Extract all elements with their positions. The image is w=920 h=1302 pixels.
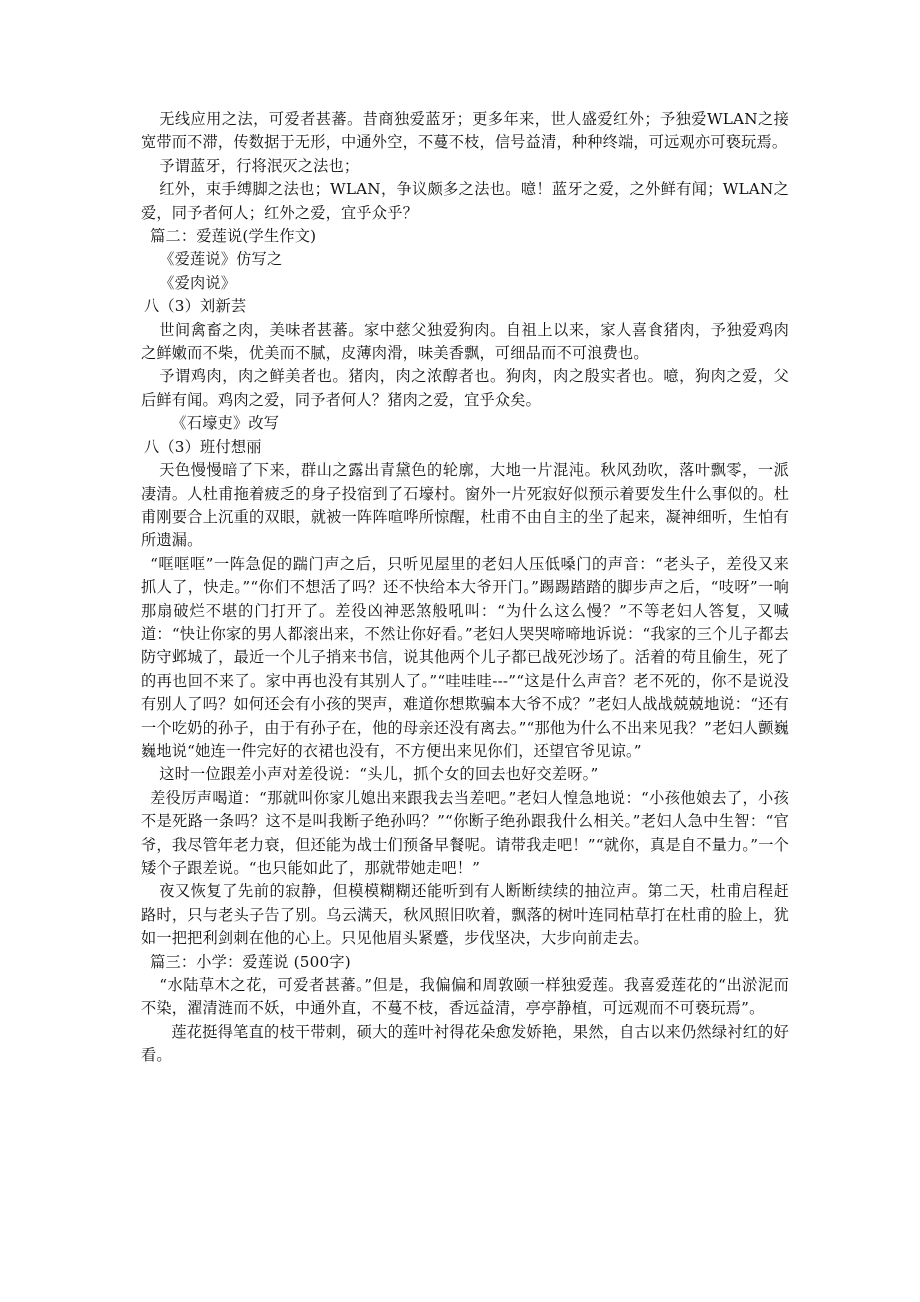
document-body <box>141 108 789 1068</box>
paragraph: “水陆草木之花，可爱者甚蕃。”但是，我偏偏和周敦颐一样独爱莲。我喜爱莲花的“出淤泥而不染，濯清涟而不妖，中通外直，不蔓不枝，香远益清，亭亭静植，可远观而不可亵玩焉”。 <box>141 976 789 1018</box>
paragraph: 世间禽畜之肉，美味者甚蕃。家中慈父独爱狗肉。自祖上以来，家人喜食猪肉，予独爱鸡肉之鲜嫩而不柴，优美而不腻，皮薄肉滑，味美香飘，可细品而不可浪费也。 <box>141 320 789 363</box>
section-heading: 篇三：小学：爱莲说 (500字) <box>150 952 351 971</box>
paragraph: 予谓鸡肉，肉之鲜美者也。猪肉，肉之浓醇者也。狗肉，肉之殷实者也。噫，狗肉之爱，父后鲜有闻。鸡肉之爱，同予者何人？猪肉之爱，宜乎众矣。 <box>141 367 789 409</box>
paragraph: 这时一位跟差小声对差役说：“头儿，抓个女的回去也好交差呀。” <box>159 765 599 784</box>
paragraph: 红外，束手缚脚之法也；WLAN，争议颇多之法也。噫！蓝牙之爱，之外鲜有闻；WLAN之爱，同予者何人；红外之爱，宜乎众乎？ <box>141 180 789 222</box>
paragraph: 天色慢慢暗了下来，群山之露出青黛色的轮廓，大地一片混沌。秋风劲吹，落叶飘零，一派凄清。人杜甫拖着疲乏的身子投宿到了石壕村。窗外一片死寂好似预示着要发生什么事似的。杜甫刚要合上沉重的双眼，就被一阵阵喧哗所惊醒，杜甫不由自主的坐了起来，凝神细听，生怕有所遗漏。 <box>141 461 789 550</box>
paragraph: 差役厉声喝道：“那就叫你家儿媳出来跟我去当差吧。”老妇人惶急地说：“小孩他娘去了，小孩不是死路一条吗？这不是叫我断子绝孙吗？”“你断子绝孙跟我什么相关。”老妇人急中生智：“官爷，我尽管年老力衰，但还能为战士们预备早餐呢。请带我走吧！”“就你，真是自不量力。”一个矮个子跟差说。“也只能如此了，那就带她走吧！” <box>141 788 789 877</box>
author-line: 八（3）刘新芸 <box>144 297 247 316</box>
paragraph: 无线应用之法，可爱者甚蕃。昔商独爱蓝牙；更多年来，世人盛爱红外；予独爱WLAN之接宽带而不滞，传数据于无形，中通外空，不蔓不枝，信号益清，种种终端，可远观亦可亵玩焉。 <box>141 110 789 152</box>
author-line: 八（3）班付想丽 <box>144 437 262 456</box>
subheading: 《爱莲说》仿写之 <box>159 250 283 269</box>
essay-title: 《石壕吏》改写 <box>171 414 280 433</box>
paragraph: 莲花挺得笔直的枝干带刺，硕大的莲叶衬得花朵愈发娇艳，果然，自古以来仍然绿衬红的好看。 <box>141 1022 789 1065</box>
paragraph: “哐哐哐”一阵急促的踹门声之后，只听见屋里的老妇人压低嗓门的声音：“老头子，差役又来抓人了，快走。”“你们不想活了吗？还不快给本大爷开门。”踢踢踏踏的脚步声之后，“吱呀”一响那扇破烂不堪的门打开了。差役凶神恶煞般吼叫：“为什么这么慢？”不等老妇人答复，又喊道：“快让你家的男人都滚出来，不然让你好看。”老妇人哭哭啼啼地诉说：“我家的三个儿子都去防守邺城了，最近一个儿子捎来书信，说其他两个儿子都已战死沙场了。活着的苟且偷生，死了的再也回不来了。家中再也没有其别人了。”“哇哇哇---”“这是什么声音？老不死的，你不是说没有别人了吗？如何还会有小孩的哭声，难道你想欺骗本大爷不成？”老妇人战战兢兢地说：“还有一个吃奶的孙子，由于有孙子在，他的母亲还没有离去。”“那他为什么不出来见我？”老妇人颤巍巍地说“她连一件完好的衣裙也没有，不方便出来见你们，还望官爷见谅。” <box>141 554 789 760</box>
paragraph: 予谓蓝牙，行将泯灭之法也； <box>159 156 360 175</box>
essay-title: 《爱肉说》 <box>159 273 237 292</box>
section-heading: 篇二：爱莲说(学生作文) <box>150 227 317 246</box>
paragraph: 夜又恢复了先前的寂静，但模模糊糊还能听到有人断断续续的抽泣声。第二天，杜甫启程赶路时，只与老头子告了别。乌云满天，秋风照旧吹着，飘落的树叶连同枯草打在杜甫的脸上，犹如一把把利剑刺在他的心上。只见他眉头紧蹙，步伐坚决，大步向前走去。 <box>141 882 789 948</box>
